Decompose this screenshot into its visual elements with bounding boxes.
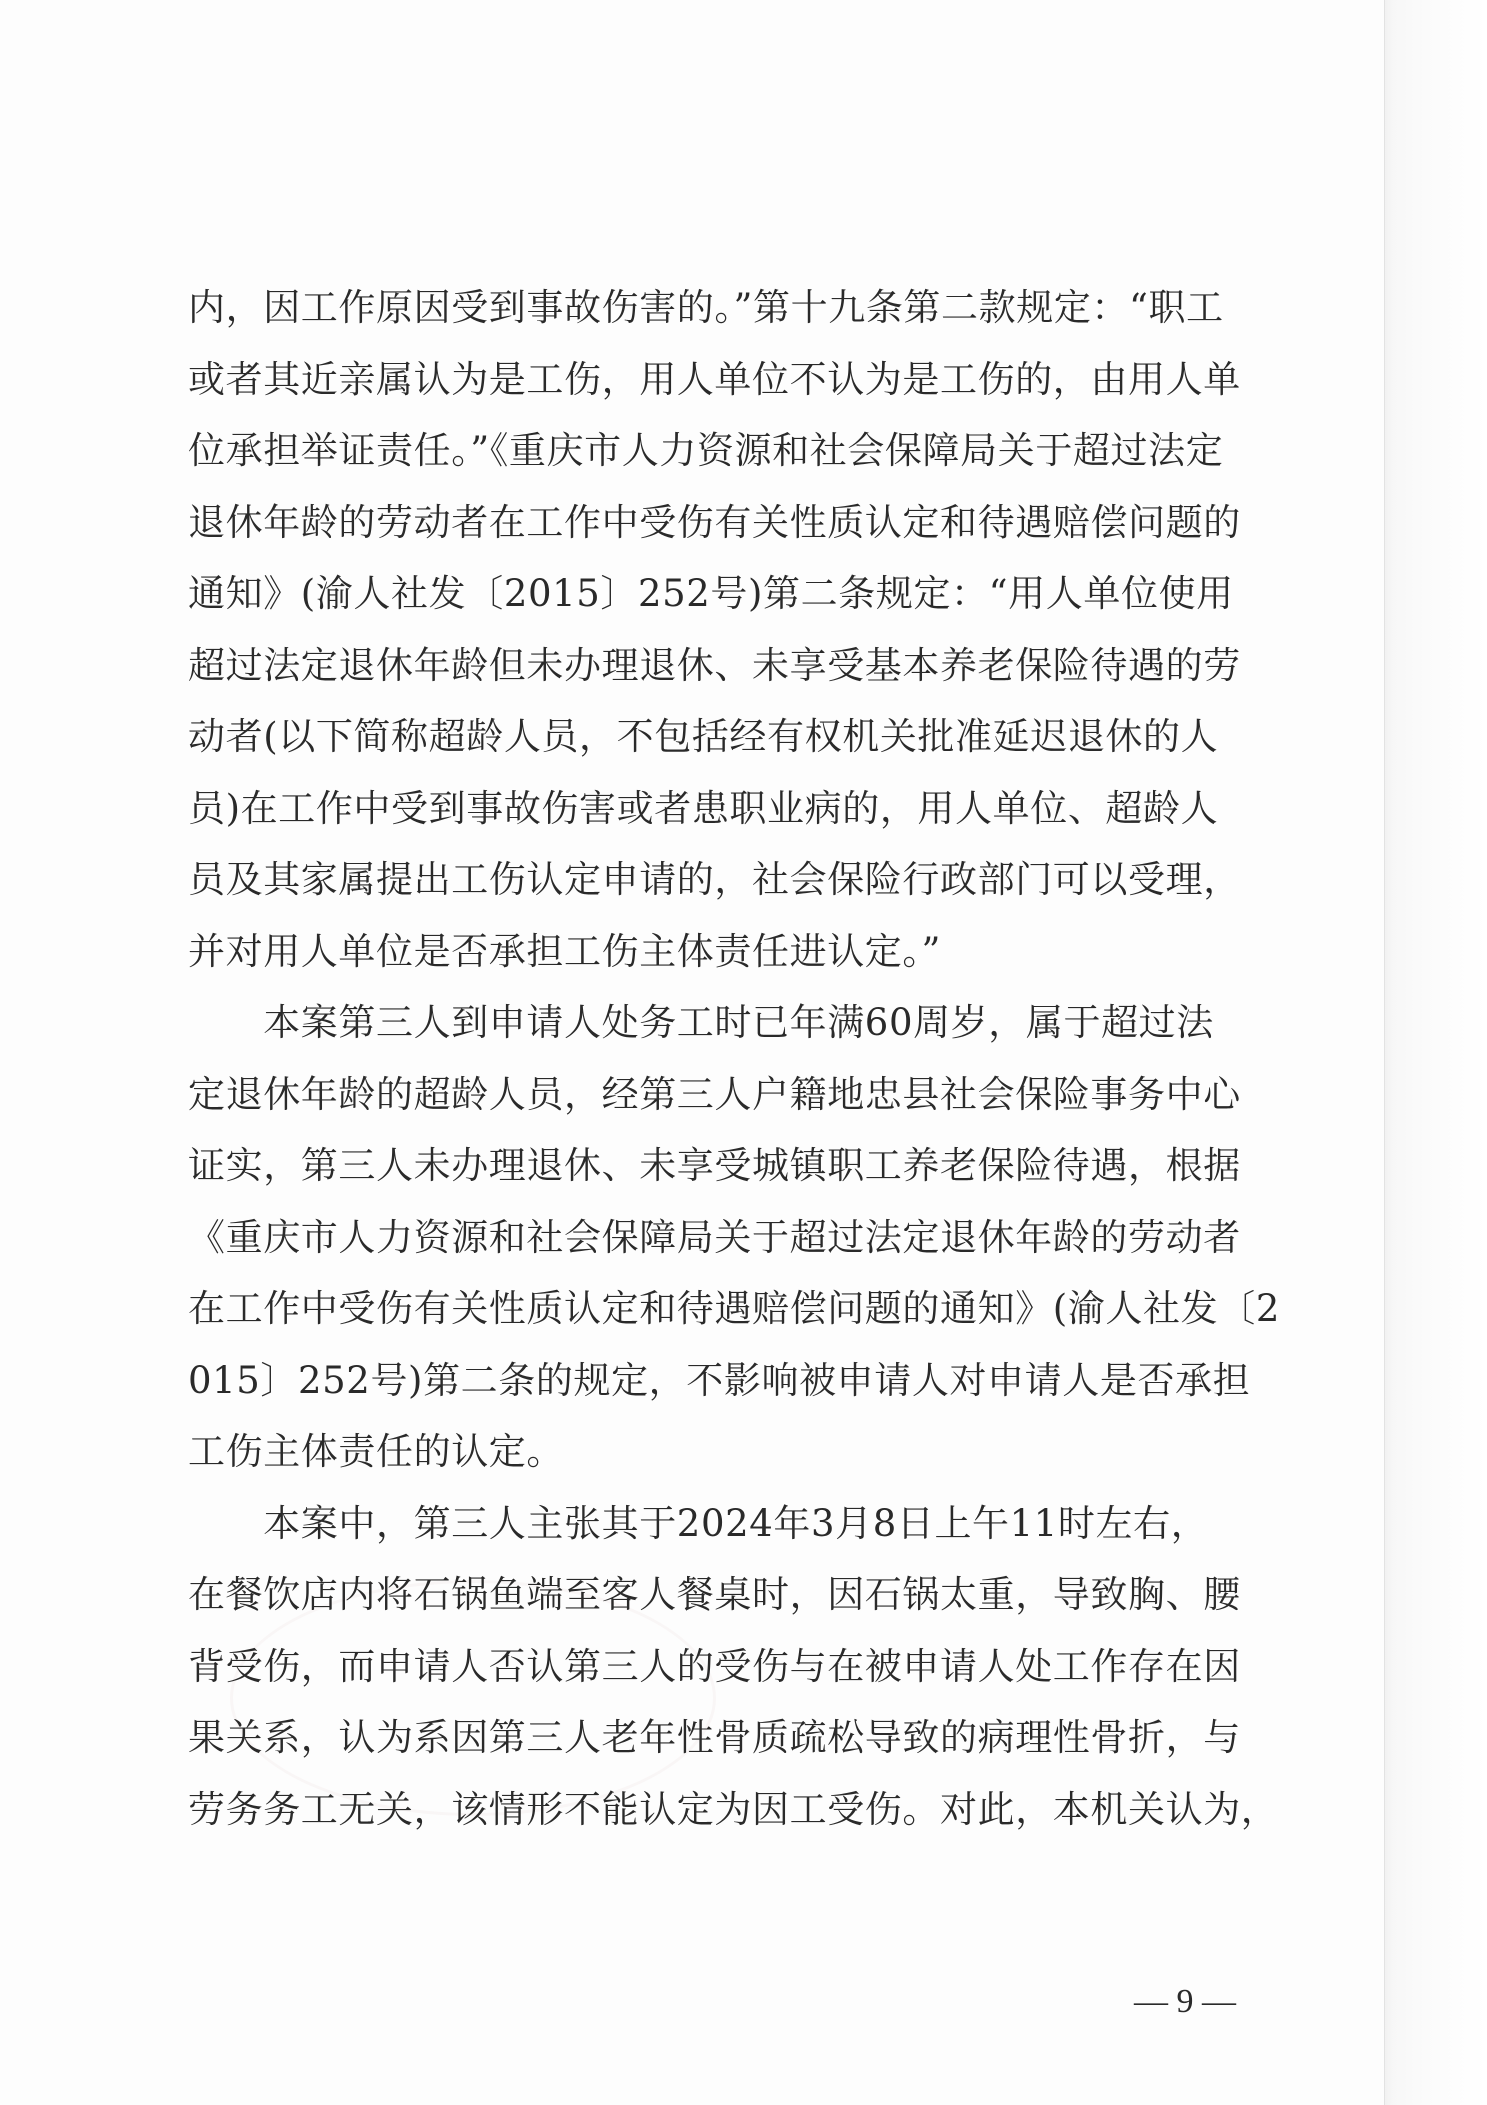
- text-line: 本案第三人到申请人处务工时已年满60周岁，属于超过法: [188, 1001, 1214, 1044]
- text-line: 本案中，第三人主张其于2024年3月8日上午11时左右，: [188, 1501, 1209, 1545]
- text-line: 超过法定退休年龄但未办理退休、未享受基本养老保险待遇的劳: [188, 643, 1241, 687]
- text-line: 并对用人单位是否承担工伤主体责任进认定。”: [188, 929, 942, 973]
- page-edge-shadow: [1384, 0, 1487, 2105]
- text-line: 或者其近亲属认为是工伤，用人单位不认为是工伤的，由用人单: [188, 357, 1241, 401]
- text-line: 通知》(渝人社发〔2015〕252号)第二条规定：“用人单位使用: [188, 572, 1234, 615]
- text-line: 退休年龄的劳动者在工作中受伤有关性质认定和待遇赔偿问题的: [188, 500, 1241, 544]
- text-line: 背受伤，而申请人否认第三人的受伤与在被申请人处工作存在因: [188, 1644, 1241, 1688]
- text-line: 员)在工作中受到事故伤害或者患职业病的，用人单位、超龄人: [188, 786, 1219, 830]
- text-line: 在餐饮店内将石锅鱼端至客人餐桌时，因石锅太重，导致胸、腰: [188, 1573, 1241, 1616]
- text-line: 015〕252号)第二条的规定，不影响被申请人对申请人是否承担: [188, 1358, 1251, 1402]
- text-line: 定退休年龄的超龄人员，经第三人户籍地忠县社会保险事务中心: [188, 1072, 1241, 1116]
- text-line: 动者(以下简称超龄人员，不包括经有权机关批准延迟退休的人: [188, 715, 1219, 758]
- text-line: 证实，第三人未办理退休、未享受城镇职工养老保险待遇，根据: [188, 1144, 1241, 1187]
- text-line: 员及其家属提出工伤认定申请的，社会保险行政部门可以受理，: [188, 858, 1241, 901]
- text-line: 果关系，认为系因第三人老年性骨质疏松导致的病理性骨折，与: [188, 1716, 1241, 1759]
- text-line: 工伤主体责任的认定。: [188, 1430, 564, 1473]
- document-body: [188, 272, 1294, 1845]
- text-line: 位承担举证责任。”《重庆市人力资源和社会保障局关于超过法定: [188, 429, 1224, 472]
- text-line: 《重庆市人力资源和社会保障局关于超过法定退休年龄的劳动者: [188, 1215, 1241, 1259]
- text-line: 内，因工作原因受到事故伤害的。”第十九条第二款规定：“职工: [188, 286, 1224, 329]
- page-number: — 9 —: [1134, 1983, 1236, 2020]
- text-line: 劳务务工无关，该情形不能认定为因工受伤。对此，本机关认为，: [188, 1787, 1279, 1831]
- text-line: 在工作中受伤有关性质认定和待遇赔偿问题的通知》(渝人社发〔2: [188, 1287, 1280, 1330]
